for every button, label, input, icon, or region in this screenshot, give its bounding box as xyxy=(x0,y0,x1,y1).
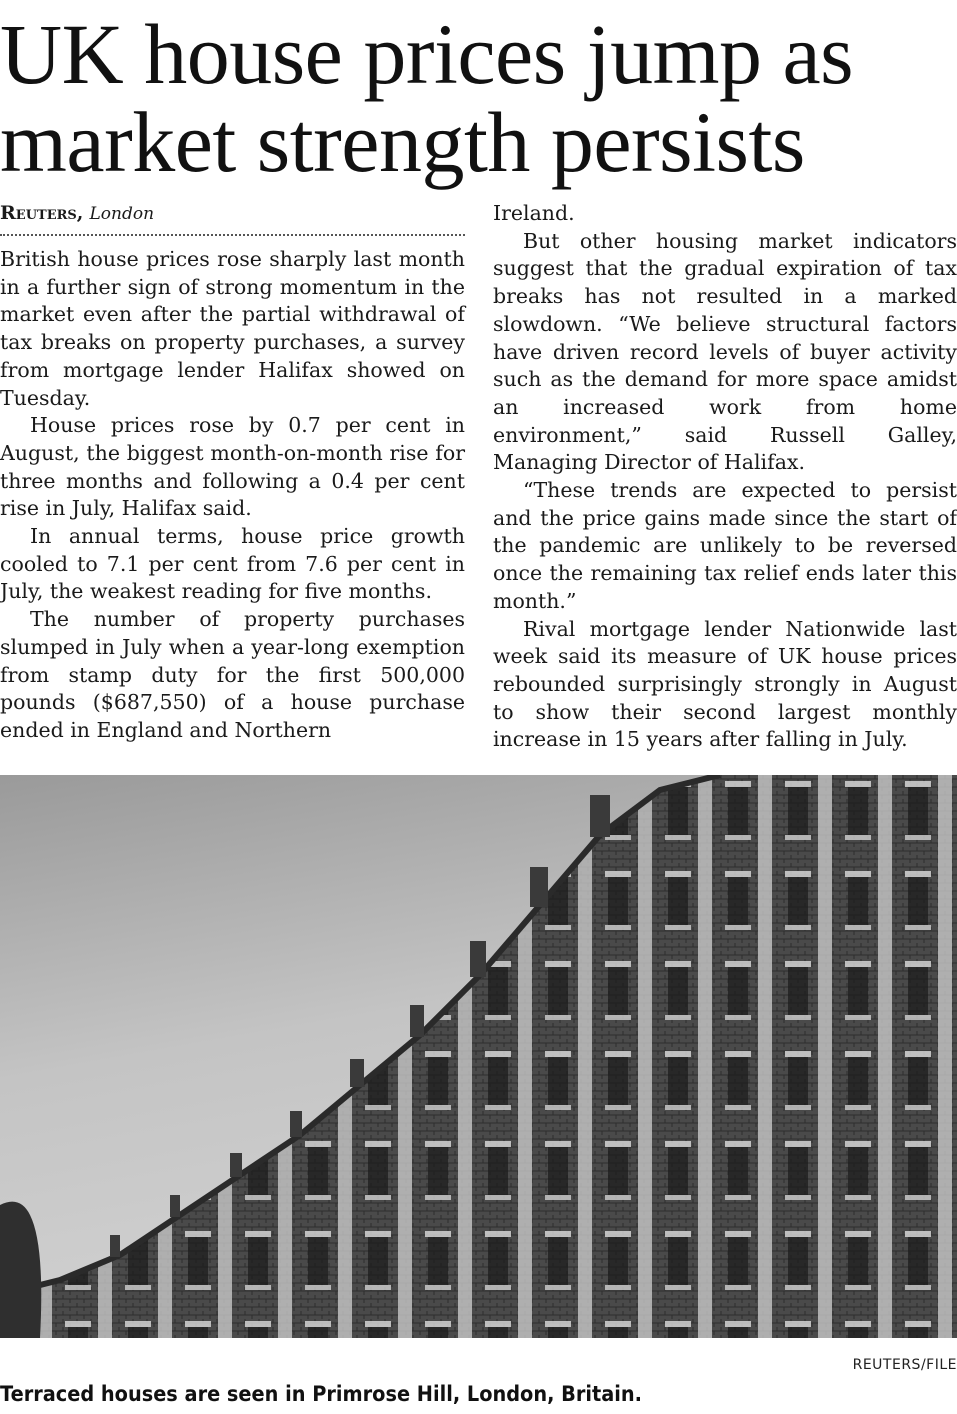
article-paragraph-4-continued: Ireland. xyxy=(493,201,575,225)
article-paragraph-1: British house prices rose sharply last month in a further sign of strong momentum in the market even after the partial withdrawal of tax breaks on property purchases, a survey from mortgage lender Halifax showed on Tuesday. xyxy=(0,247,465,410)
headline-line-2: market strength persists xyxy=(0,94,805,190)
article-paragraph-3: In annual terms, house price growth cooled to 7.1 per cent from 7.6 per cent in July, the weakest reading for five months. xyxy=(0,524,465,604)
byline xyxy=(0,200,465,236)
terraced-houses-illustration xyxy=(0,775,957,1338)
byline-agency: Reuters, xyxy=(0,202,84,224)
headline-line-1: UK house prices jump as xyxy=(0,6,854,102)
terraced-houses-photo xyxy=(0,775,957,1338)
article-paragraph-5: But other housing market indicators suggest that the gradual expiration of tax breaks has not resulted in a marked slowdown. “We believe structural factors have driven record levels of buyer activity such as the demand for more space amidst an increased work from home environment,” said Russell Galley, Managing Director of Halifax. xyxy=(493,228,957,475)
article-paragraph-2: House prices rose by 0.7 per cent in August, the biggest month-on-month rise for three months and following a 0.4 per cent rise in July, Halifax said. xyxy=(0,413,465,521)
article-paragraph-6: “These trends are expected to persist and the price gains made since the start of the pandemic are unlikely to be reversed once the remaining tax relief ends later this month.” xyxy=(493,478,957,613)
byline-city: London xyxy=(89,204,155,224)
article-paragraph-4: The number of property purchases slumped in July when a year-long exemption from stamp duty for the first 500,000 pounds ($687,550) of a house purchase ended in England and Northern xyxy=(0,607,465,742)
article-column-right xyxy=(493,200,957,754)
article-paragraph-7: Rival mortgage lender Nationwide last week said its measure of UK house prices rebounded surprisingly strongly in August to show their second largest monthly increase in 15 years after falling in July. xyxy=(493,616,957,752)
photo-caption: Terraced houses are seen in Primrose Hill, London, Britain. xyxy=(0,1382,643,1406)
photo-credit: REUTERS/FILE xyxy=(852,1357,957,1373)
headline xyxy=(0,6,957,190)
article-column-left xyxy=(0,200,465,745)
